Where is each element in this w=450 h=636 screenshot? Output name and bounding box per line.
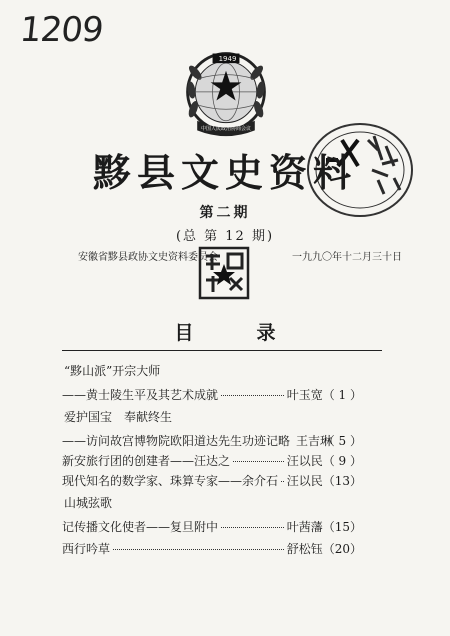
- toc-section-title: “黟山派”开宗大师: [64, 364, 161, 378]
- toc-entry-page: （ 5 ）: [322, 434, 362, 448]
- emblem-ribbon-text: 中国人民政治协商会议: [200, 126, 251, 132]
- publication-date: 一九九〇年十二月三十日: [292, 252, 402, 263]
- toc-entry-author: 汪以民: [286, 454, 323, 468]
- toc-entry[interactable]: [62, 452, 362, 469]
- toc-leader-dots: [233, 461, 284, 462]
- toc-entry[interactable]: [62, 386, 362, 403]
- toc-entry-author: 王吉琳: [296, 434, 333, 448]
- toc-divider: [62, 350, 382, 351]
- toc-leader-dots: [113, 549, 284, 550]
- document-title: 黟县文史资料: [92, 150, 357, 195]
- toc-entry-author: 叶玉宽: [286, 388, 323, 402]
- total-issue-number: (总 第 12 期): [175, 229, 275, 244]
- toc-entry[interactable]: [62, 432, 362, 449]
- toc-entry-title: ——访问故宫博物院欧阳道达先生功迹记略: [62, 434, 291, 448]
- toc-entry-page: （13）: [322, 474, 362, 488]
- toc-heading: 目 录: [174, 322, 298, 344]
- issue-number: 第二期: [199, 205, 251, 221]
- toc-entry-title: 现代知名的数学家、珠算专家——余介石: [62, 474, 279, 488]
- toc-entry[interactable]: [62, 540, 362, 557]
- square-seal: [198, 246, 250, 300]
- toc-leader-dots: [221, 395, 284, 396]
- emblem-year: 1949: [218, 55, 237, 63]
- toc-entry-page: （ 9 ）: [322, 454, 362, 468]
- toc-entry-title: 记传播文化使者——复旦附中: [62, 520, 219, 534]
- toc-entry-author: 汪以民: [286, 474, 323, 488]
- toc-entry[interactable]: [62, 518, 362, 535]
- toc-entry-page: （15）: [322, 520, 362, 534]
- toc-entry-title: 西行吟草: [62, 542, 111, 556]
- toc-leader-dots: [221, 527, 284, 528]
- toc-entry-page: （20）: [322, 542, 362, 556]
- toc-leader-dots: [281, 481, 284, 482]
- toc-section-title: 山城弦歌: [64, 496, 113, 510]
- toc-entry-page: （ 1 ）: [322, 388, 362, 402]
- publisher: 安徽省黟县政协文史资料委员会: [78, 252, 218, 263]
- toc-section-title: 爱护国宝 奉献终生: [64, 410, 173, 424]
- toc-entry-author: 叶茜藩: [286, 520, 323, 534]
- toc-entry[interactable]: [62, 472, 362, 489]
- handwritten-catalog-number: 1209: [17, 10, 105, 50]
- toc-entry-title: 新安旅行团的创建者——汪达之: [62, 454, 231, 468]
- toc-entry-title: ——黄士陵生平及其艺术成就: [62, 388, 219, 402]
- toc-entry-author: 舒松钰: [286, 542, 323, 556]
